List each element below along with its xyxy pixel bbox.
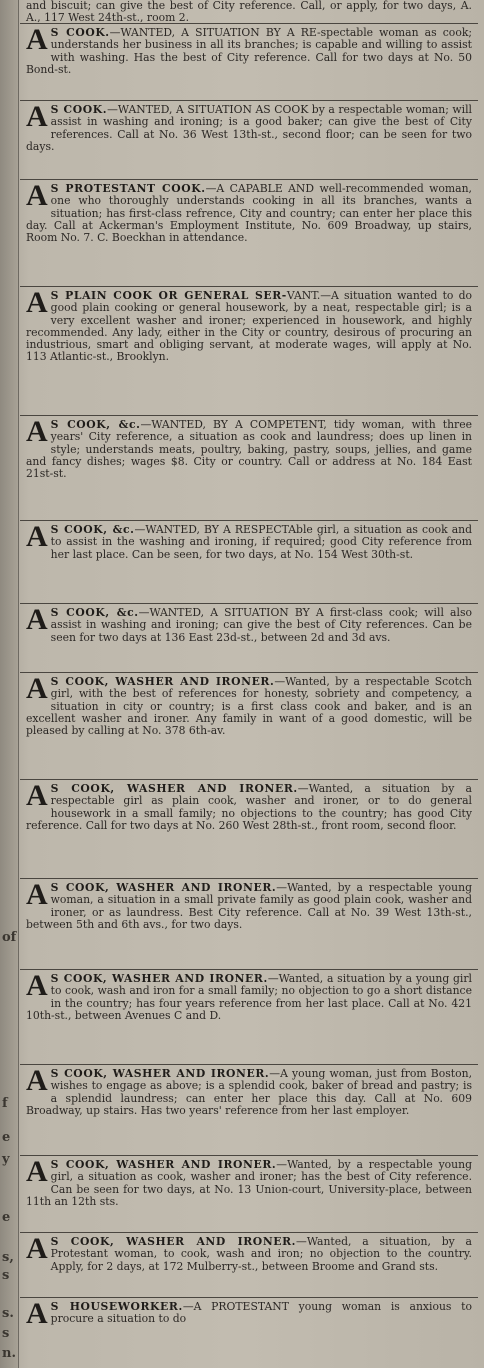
drop-cap: A: [26, 672, 48, 705]
drop-cap: A: [26, 520, 48, 553]
drop-cap: A: [26, 100, 48, 133]
classified-ad: [20, 603, 478, 672]
drop-cap: A: [26, 1232, 48, 1265]
ad-heading: S COOK, &c.: [50, 523, 135, 536]
classified-ad: [20, 1064, 478, 1155]
ad-text: —A CAPABLE AND well-recommended woman, one who thoroughly understands cooking in all its branches, wants a situation; has first-class refrence, City and country; can enter her place this day. Call at Ackerman's Employment Institute, No. 609 Broadway, up stairs, Room No. 7. C. Boeckhan in attendance.: [26, 182, 472, 245]
ad-text: —WANTED, A SITUATION AS COOK by a respectable woman; will assist in washing and ironing; is a good baker; can give the best of City references. Call at No. 36 West 13th-st., second floor; can be seen for two days.: [26, 103, 472, 153]
ad-text: —Wanted, by a respectable young girl, a situation as cook, washer and ironer; has the best of City reference. Can be seen for two days, at No. 13 Union-court, University-place, between 11th an 12th sts.: [26, 1158, 473, 1208]
classified-ad: [20, 179, 478, 286]
ad-text: —WANTED, BY A RESPECTAble girl, a situation as cook and to assist in the washing and ironing, if required; good City reference from her last place. Can be seen, for two days, at No. 154 West 30th-st.: [50, 523, 473, 561]
classified-ad: [20, 286, 478, 415]
ad-heading: S PROTESTANT COOK.: [50, 182, 206, 195]
ad-text: —WANTED, A SITUATION BY A first-class cook; will also assist in washing and ironing; can give the best of City references. Can be seen for two days at 136 East 23d-st., between 2d and 3d avs.: [50, 606, 472, 644]
ad-text: —Wanted, by a respectable Scotch girl, with the best of references for honesty, sobriety and competency, a situation in city or country; is a first class cook and baker, and is an excellent washer and ironer. Any family in want of a good domestic, will be pleased by calling at No. 378 6th-av.: [26, 675, 472, 738]
ad-heading: S COOK.: [50, 26, 110, 39]
ad-text: —WANTED, A SITUATION BY A RE-spectable woman as cook; understands her business in all its branches; is capable and willing to assist with washing. Has the best of City reference. Call for two days at No. 50 Bond-st.: [26, 26, 472, 76]
drop-cap: A: [26, 603, 48, 636]
ad-text: —WANTED, BY A COMPETENT, tidy woman, with three years' City reference, a situation as cook and laundress; does up linen in style; understands meats, poultry, baking, pastry, soups, jellies, and game and fancy dishes; wages $8. City or country. Call or address at No. 184 East 21st-st.: [26, 418, 472, 481]
drop-cap: A: [26, 179, 48, 212]
ad-text: —Wanted, a situation by a young girl to cook, wash and iron for a small family; no objection to go a short distance in the country; has four years reference from her last place. Call at No. 421 10th-st., between Avenues C and D.: [26, 972, 472, 1022]
edge-fragment: n.: [2, 1346, 16, 1361]
classified-ad: [20, 415, 478, 520]
ad-text: —A PROTESTANT young woman is anxious to procure a situation to do: [50, 1300, 472, 1326]
ad-text: —Wanted, by a respectable young woman, a situation in a small private family as good plain cook, washer and ironer, or as laundress. Best City reference. Call at No. 39 West 13th-st., between 5th and 6th avs., for two days.: [26, 881, 473, 931]
drop-cap: A: [26, 779, 48, 812]
ad-heading: S COOK.: [50, 103, 108, 116]
ad-text: —Wanted, a situation by a respectable girl as plain cook, washer and ironer, or to do general housework in a small family; no objections to the country; has good City reference. Call for two days at No. 260 West 28th-st., front room, second floor.: [26, 782, 472, 832]
classified-ad: [20, 100, 478, 179]
ad-heading: S COOK, WASHER AND IRONER.: [50, 972, 268, 985]
classified-ad: [20, 672, 478, 779]
edge-fragment: f: [2, 1096, 8, 1111]
ad-heading: S COOK, WASHER AND IRONER.: [50, 675, 275, 688]
classified-ad: [20, 23, 478, 100]
classified-ad: [20, 969, 478, 1064]
edge-fragment: y: [2, 1152, 10, 1167]
drop-cap: A: [26, 23, 48, 56]
ad-heading: S COOK, WASHER AND IRONER.: [50, 881, 277, 894]
ad-heading: S COOK, WASHER AND IRONER.: [50, 1067, 270, 1080]
classified-ad: [20, 779, 478, 878]
drop-cap: A: [26, 286, 48, 319]
edge-fragment: of: [2, 930, 17, 945]
classified-ad: [20, 520, 478, 603]
left-column-edge: [0, 0, 19, 1368]
ad-text: VANT.—A situation wanted to do good plain cooking or general housework, by a neat, respectable girl; is a very excellent washer and ironer; experienced in housework, and highly recommended. Any lady, either in the City or country, desirous of procuring an industrious, smart and obliging servant, at moderate wages, will apply at No. 113 Atlantic-st., Brooklyn.: [26, 289, 472, 364]
ad-text: and biscuit; can give the best of City reference. Call, or apply, for two days, A. A., 117 West 24th-st., room 2.: [26, 0, 472, 23]
ad-text: —A young woman, just from Boston, wishes to engage as above; is a splendid cook, baker of bread and pastry; is a splendid laundress; can enter her place this day. Call at No. 609 Broadway, up stairs. Has two years' reference from her last employer.: [26, 1067, 472, 1117]
edge-fragment: s.: [2, 1306, 14, 1321]
edge-fragment: s,: [2, 1250, 14, 1265]
ad-heading: S COOK, &c.: [50, 418, 141, 431]
ad-heading: S COOK, &c.: [50, 606, 139, 619]
ad-heading: S HOUSEWORKER.: [50, 1300, 183, 1313]
ad-heading: S COOK, WASHER AND IRONER.: [50, 782, 298, 795]
drop-cap: A: [26, 1297, 48, 1330]
edge-fragment: s: [2, 1326, 10, 1341]
ad-heading: S COOK, WASHER AND IRONER.: [50, 1235, 297, 1248]
drop-cap: A: [26, 878, 48, 911]
ad-text: —Wanted, a situation, by a Protestant woman, to cook, wash and iron; no objection to the country. Apply, for 2 days, at 172 Mulberry-st., between Broome and Grand sts.: [50, 1235, 472, 1273]
classified-column: [20, 0, 478, 1344]
classified-ad: [20, 878, 478, 969]
drop-cap: A: [26, 415, 48, 448]
classified-ad: [20, 1297, 478, 1344]
classified-ad: [20, 1232, 478, 1297]
edge-fragment: e: [2, 1210, 11, 1225]
edge-fragment: s: [2, 1268, 10, 1283]
drop-cap: A: [26, 1064, 48, 1097]
classified-ad: [20, 1155, 478, 1232]
classified-ad: [20, 0, 478, 23]
ad-heading: S COOK, WASHER AND IRONER.: [50, 1158, 277, 1171]
ad-heading: S PLAIN COOK OR GENERAL SER-: [50, 289, 287, 302]
edge-fragment: e: [2, 1130, 11, 1145]
drop-cap: A: [26, 969, 48, 1002]
drop-cap: A: [26, 1155, 48, 1188]
